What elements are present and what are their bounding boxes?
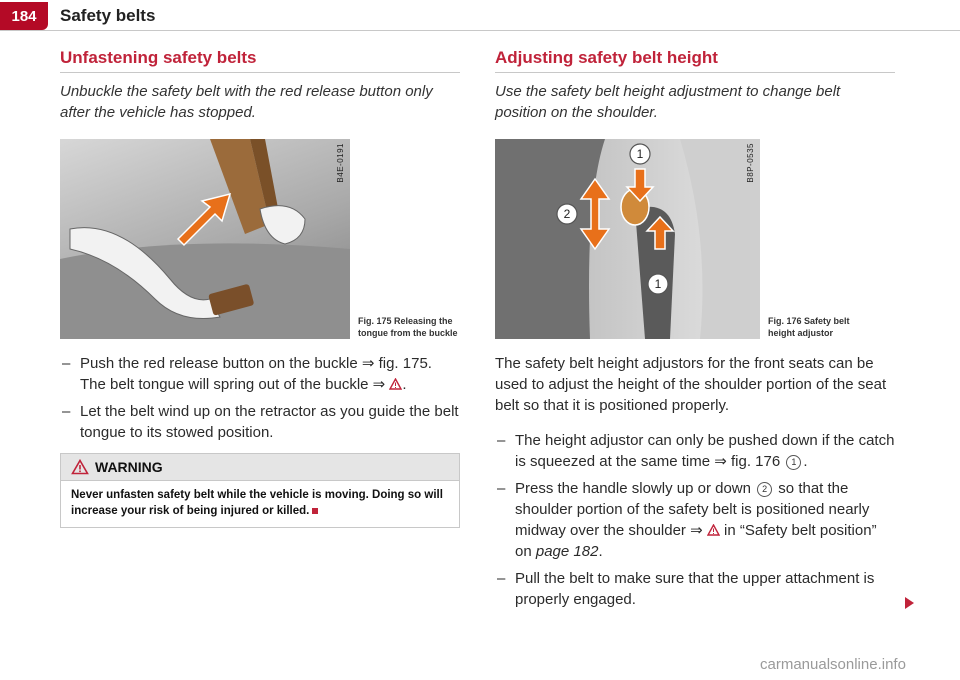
step-text: Push the red release button on the buckle ⇒ fig. 175. The belt tongue will spring out of the buckle ⇒ bbox=[80, 355, 432, 393]
step-text: The height adjustor can only be pushed down if the catch is squeezed at the same time ⇒ fig. 176 bbox=[515, 432, 895, 470]
callout-marker: 2 bbox=[757, 482, 772, 497]
figure-code: B4E-0191 bbox=[336, 143, 345, 183]
step-text: Press the handle slowly up or down bbox=[515, 480, 756, 497]
section-end-icon bbox=[312, 508, 318, 514]
adjusting-heading: Adjusting safety belt height bbox=[495, 48, 895, 73]
figure-176 bbox=[495, 139, 895, 339]
warning-triangle-icon bbox=[389, 378, 402, 390]
header-divider bbox=[0, 30, 960, 31]
callout-2-label: 2 bbox=[563, 207, 571, 221]
page-header bbox=[0, 0, 960, 32]
callout-marker: 1 bbox=[786, 455, 801, 470]
unfastening-steps bbox=[60, 353, 460, 443]
step-text-ref: in “Safety belt position” on bbox=[515, 522, 877, 560]
section-title: Safety belts bbox=[60, 6, 156, 25]
unfastening-lead: Unbuckle the safety belt with the red release button only after the vehicle has stopped. bbox=[60, 83, 433, 121]
page-reference: page 182 bbox=[535, 543, 599, 560]
step-text-end: . bbox=[598, 543, 603, 560]
list-item bbox=[60, 353, 460, 395]
warning-box bbox=[60, 453, 460, 528]
height-adjustor-illustration bbox=[495, 139, 760, 339]
height-adjustor-photo bbox=[495, 139, 760, 339]
unfastening-heading: Unfastening safety belts bbox=[60, 48, 460, 73]
list-item: – Pull the belt to make sure that the upper attachment is properly engaged. bbox=[495, 568, 895, 610]
figure-code: B8P-0535 bbox=[746, 143, 755, 183]
warning-text: Never unfasten safety belt while the vehicle is moving. Doing so will increase your risk of being injured or killed. bbox=[71, 489, 443, 517]
figure-176-caption: Fig. 176 Safety belt height adjustor bbox=[768, 316, 850, 338]
warning-triangle-icon bbox=[71, 459, 89, 475]
buckle-release-illustration bbox=[60, 139, 350, 339]
right-column bbox=[495, 48, 895, 616]
list-item: – Let the belt wind up on the retractor as you guide the belt tongue to its stowed position. bbox=[60, 401, 460, 443]
step-text-end: . bbox=[803, 453, 808, 470]
page-number-badge: 184 bbox=[0, 2, 48, 30]
callout-1-lower-label: 1 bbox=[654, 277, 662, 291]
list-item bbox=[495, 430, 895, 472]
figure-175-caption: Fig. 175 Releasing the tongue from the buckle bbox=[358, 316, 458, 338]
left-column bbox=[60, 48, 460, 528]
figure-175 bbox=[60, 139, 460, 339]
adjusting-intro: The safety belt height adjustors for the front seats can be used to adjust the height of the shoulder portion of the seat belt so that it is positioned properly. bbox=[495, 355, 887, 414]
callout-1-label: 1 bbox=[636, 147, 644, 161]
warning-title: WARNING bbox=[95, 459, 163, 475]
adjusting-steps bbox=[495, 430, 895, 610]
warning-body bbox=[61, 481, 459, 527]
list-item bbox=[495, 478, 895, 562]
warning-triangle-icon bbox=[707, 524, 720, 536]
step-text-end: . bbox=[402, 376, 407, 393]
buckle-release-photo bbox=[60, 139, 350, 339]
adjusting-lead: Use the safety belt height adjustment to change belt position on the shoulder. bbox=[495, 83, 841, 121]
step-text-middle: so that the shoulder portion of the safety belt is positioned nearly midway over the shoulder ⇒ bbox=[515, 480, 870, 539]
continue-arrow-icon bbox=[905, 597, 914, 609]
warning-header bbox=[61, 454, 459, 481]
watermark: carmanualsonline.info bbox=[760, 656, 906, 673]
